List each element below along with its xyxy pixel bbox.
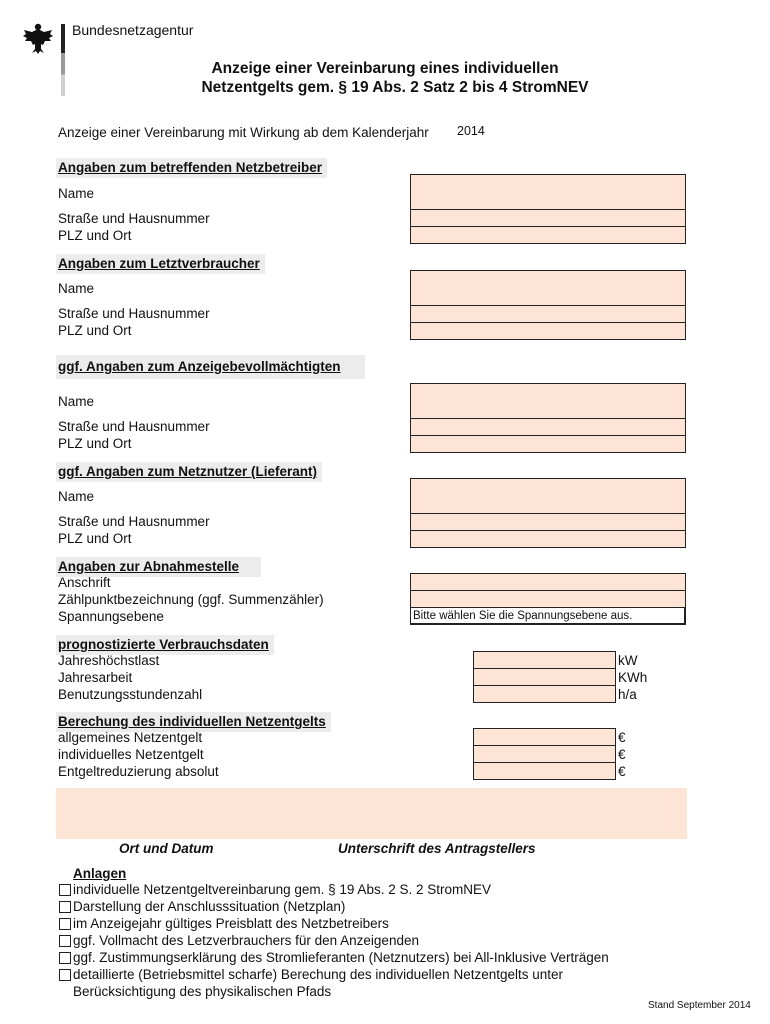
bc-row-label: allgemeines Netzentgelt: [58, 730, 203, 745]
vb-unit: KWh: [618, 670, 648, 685]
as-meter-label: Zählpunktbezeichnung (ggf. Summenzähler): [58, 592, 324, 607]
nb-street-field[interactable]: [410, 209, 686, 227]
lv-street-field[interactable]: [410, 305, 686, 323]
bv-city-label: PLZ und Ort: [58, 436, 132, 451]
lv-city-label: PLZ und Ort: [58, 323, 132, 338]
section-netzbetreiber: Angaben zum betreffenden Netzbetreiber: [56, 158, 327, 178]
attachment-checkbox[interactable]: [59, 935, 71, 947]
vb-peak-load-field[interactable]: [473, 651, 616, 669]
lv-name-field[interactable]: [410, 270, 686, 306]
nb-city-label: PLZ und Ort: [58, 228, 132, 243]
as-address-label: Anschrift: [58, 575, 111, 590]
voltage-select-value: Bitte wählen Sie die Spannungsebene aus.: [413, 610, 633, 622]
page-title-line2: Netzentgelts gem. § 19 Abs. 2 Satz 2 bis 4 StromNEV: [201, 79, 589, 96]
bc-reduction-field[interactable]: [473, 762, 616, 780]
vb-unit: h/a: [618, 687, 637, 702]
bv-name-field[interactable]: [410, 383, 686, 419]
attachment-checkbox[interactable]: [59, 952, 71, 964]
attachment-checkbox[interactable]: [59, 884, 71, 896]
lv-city-field[interactable]: [410, 322, 686, 340]
signature-field[interactable]: [56, 788, 687, 839]
as-voltage-label: Spannungsebene: [58, 609, 164, 624]
section-letztverbraucher: Angaben zum Letztverbraucher: [56, 254, 265, 274]
attachment-label: im Anzeigejahr gültiges Preisblatt des Netzbetreibers: [73, 916, 389, 931]
voltage-select[interactable]: [410, 607, 686, 625]
vb-usage-hours-field[interactable]: [473, 685, 616, 703]
vb-row-label: Jahreshöchstlast: [58, 653, 160, 668]
nn-name-field[interactable]: [410, 478, 686, 514]
attachment-label: ggf. Zustimmungserklärung des Stromlieferanten (Netznutzers) bei All-Inklusive Verträgen: [73, 950, 609, 965]
place-date-label: Ort und Datum: [119, 841, 214, 856]
bv-name-label: Name: [58, 394, 95, 409]
agency-name: Bundesnetzagentur: [72, 22, 194, 38]
section-bevollmaechtigter: ggf. Angaben zum Anzeigebevollmächtigten: [56, 355, 365, 379]
bc-unit: €: [618, 747, 626, 762]
bc-general-fee-field[interactable]: [473, 728, 616, 746]
attachment-label: individuelle Netzentgeltvereinbarung gem. § 19 Abs. 2 S. 2 StromNEV: [73, 882, 491, 897]
section-verbrauchsdaten: prognostizierte Verbrauchsdaten: [56, 635, 274, 655]
footer-stand: Stand September 2014: [648, 1000, 751, 1011]
bc-individual-fee-field[interactable]: [473, 745, 616, 763]
vb-unit: kW: [618, 653, 638, 668]
nn-name-label: Name: [58, 489, 95, 504]
attachment-checkbox[interactable]: [59, 969, 71, 981]
attachment-checkbox[interactable]: [59, 918, 71, 930]
nn-street-field[interactable]: [410, 513, 686, 531]
intro-text: Anzeige einer Vereinbarung mit Wirkung ab dem Kalenderjahr: [58, 125, 429, 140]
bc-unit: €: [618, 730, 626, 745]
federal-eagle-icon: [20, 20, 56, 56]
attachment-label: Darstellung der Anschlusssituation (Netzplan): [73, 899, 346, 914]
anlagen-heading: Anlagen: [73, 866, 127, 881]
nn-street-label: Straße und Hausnummer: [58, 514, 210, 529]
vb-row-label: Jahresarbeit: [58, 670, 133, 685]
nb-name-field[interactable]: [410, 174, 686, 210]
section-netznutzer: ggf. Angaben zum Netznutzer (Lieferant): [56, 462, 322, 482]
attachment-checkbox[interactable]: [59, 901, 71, 913]
bc-row-label: individuelles Netzentgelt: [58, 747, 204, 762]
nb-name-label: Name: [58, 186, 95, 201]
lv-name-label: Name: [58, 281, 95, 296]
section-abnahmestelle: Angaben zur Abnahmestelle: [56, 557, 261, 577]
year-value[interactable]: 2014: [457, 124, 485, 138]
vb-annual-energy-field[interactable]: [473, 668, 616, 686]
bv-street-field[interactable]: [410, 418, 686, 436]
signature-label: Unterschrift des Antragstellers: [338, 841, 536, 856]
nb-city-field[interactable]: [410, 226, 686, 244]
page-title-line1: Anzeige einer Vereinbarung eines individuellen: [211, 60, 559, 77]
attachment-label: detaillierte (Betriebsmittel scharfe) Berechung des individuellen Netzentgelts unter: [73, 967, 564, 982]
nn-city-field[interactable]: [410, 530, 686, 548]
section-berechnung: Berechung des individuellen Netzentgelts: [56, 712, 331, 732]
as-address-field[interactable]: [410, 573, 686, 591]
lv-street-label: Straße und Hausnummer: [58, 306, 210, 321]
nn-city-label: PLZ und Ort: [58, 531, 132, 546]
vb-row-label: Benutzungsstundenzahl: [58, 687, 203, 702]
bc-unit: €: [618, 764, 626, 779]
bv-city-field[interactable]: [410, 435, 686, 453]
as-meter-field[interactable]: [410, 590, 686, 608]
attachment-label-continuation: Berücksichtigung des physikalischen Pfads: [73, 984, 332, 999]
bv-street-label: Straße und Hausnummer: [58, 419, 210, 434]
bc-row-label: Entgeltreduzierung absolut: [58, 764, 219, 779]
nb-street-label: Straße und Hausnummer: [58, 211, 210, 226]
attachment-label: ggf. Vollmacht des Letzverbrauchers für den Anzeigenden: [73, 933, 419, 948]
